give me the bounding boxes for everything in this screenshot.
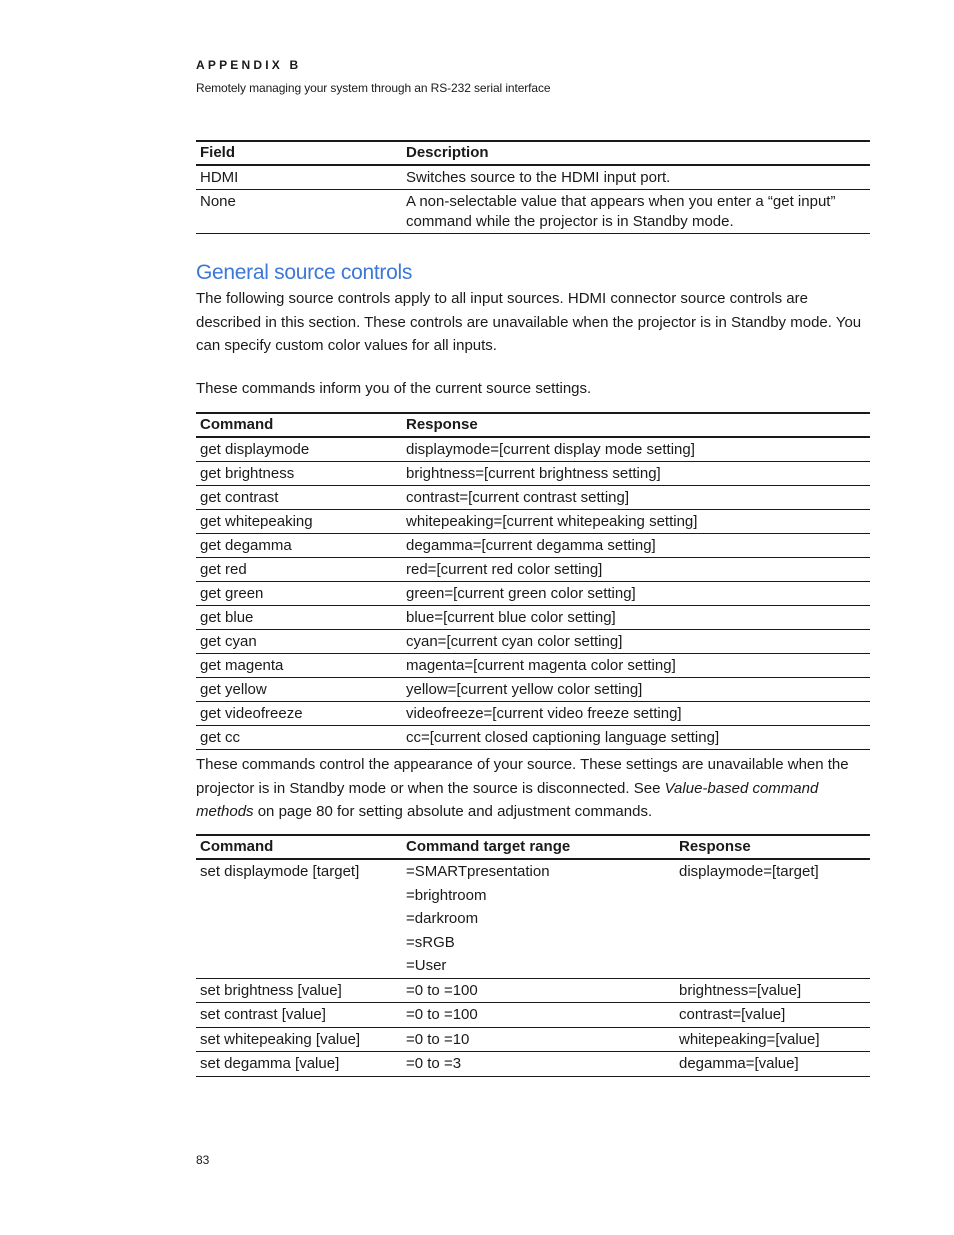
table-cell: get cyan bbox=[196, 630, 402, 654]
table-cell: get blue bbox=[196, 606, 402, 630]
range-cell bbox=[402, 859, 675, 978]
table-row bbox=[196, 486, 870, 510]
command-cell: set contrast [value] bbox=[196, 1003, 402, 1028]
column-header-description: Description bbox=[402, 141, 870, 165]
table-cell: get cc bbox=[196, 726, 402, 750]
column-header-command: Command bbox=[196, 413, 402, 437]
table-cell: get yellow bbox=[196, 678, 402, 702]
table-row bbox=[196, 190, 870, 234]
control-paragraph bbox=[196, 753, 876, 824]
table-cell: get magenta bbox=[196, 654, 402, 678]
field-description-table bbox=[196, 140, 870, 234]
command-cell: set brightness [value] bbox=[196, 978, 402, 1003]
table-cell: blue=[current blue color setting] bbox=[402, 606, 870, 630]
table-cell: None bbox=[196, 190, 402, 234]
response-cell: whitepeaking=[value] bbox=[675, 1027, 870, 1052]
range-value: =sRGB bbox=[406, 933, 455, 951]
table-row bbox=[196, 462, 870, 486]
table-row bbox=[196, 534, 870, 558]
range-cell bbox=[402, 1027, 675, 1052]
inform-paragraph: These commands inform you of the current source settings. bbox=[196, 380, 592, 397]
cross-reference-link: Value-based command methods bbox=[196, 779, 819, 820]
response-cell: brightness=[value] bbox=[675, 978, 870, 1003]
table-row bbox=[196, 630, 870, 654]
table-row bbox=[196, 978, 870, 1003]
table-row bbox=[196, 702, 870, 726]
page-number: 83 bbox=[196, 1153, 210, 1167]
table-cell: get displaymode bbox=[196, 437, 402, 462]
range-cell bbox=[402, 1052, 675, 1077]
table-cell: get green bbox=[196, 582, 402, 606]
range-value: =0 to =3 bbox=[406, 1055, 462, 1072]
get-commands-table bbox=[196, 412, 870, 750]
table-row bbox=[196, 1003, 870, 1028]
table-cell: get contrast bbox=[196, 486, 402, 510]
table-cell: videofreeze=[current video freeze setting] bbox=[402, 702, 870, 726]
table-cell: magenta=[current magenta color setting] bbox=[402, 654, 870, 678]
range-value: =User bbox=[406, 957, 447, 974]
table-cell: get red bbox=[196, 558, 402, 582]
table-cell: whitepeaking=[current whitepeaking setting] bbox=[402, 510, 870, 534]
column-header-range: Command target range bbox=[402, 835, 675, 859]
range-value: =SMARTpresentation bbox=[406, 863, 550, 880]
section-intro: The following source controls apply to all input sources. HDMI connector source controls are described in this section. These controls are unavailable when the projector is in Standby mode. You can specify custom color values for all inputs. bbox=[196, 290, 862, 354]
set-commands-table bbox=[196, 834, 870, 1077]
table-cell: get whitepeaking bbox=[196, 510, 402, 534]
range-value: =brightroom bbox=[406, 886, 487, 904]
table-header-row bbox=[196, 835, 870, 859]
control-text-after: on page 80 for setting absolute and adjustment commands. bbox=[253, 803, 653, 820]
response-cell: contrast=[value] bbox=[675, 1003, 870, 1028]
table-row bbox=[196, 606, 870, 630]
table-cell: HDMI bbox=[196, 165, 402, 190]
table-cell: degamma=[current degamma setting] bbox=[402, 534, 870, 558]
table-row bbox=[196, 1052, 870, 1077]
table-cell: Switches source to the HDMI input port. bbox=[402, 165, 870, 190]
response-cell: displaymode=[target] bbox=[675, 859, 870, 978]
table-row bbox=[196, 726, 870, 750]
column-header-response: Response bbox=[402, 413, 870, 437]
table-row bbox=[196, 558, 870, 582]
table-cell: A non-selectable value that appears when you enter a “get input” command while the projector is in Standby mode. bbox=[402, 190, 870, 234]
appendix-label: APPENDIX B bbox=[196, 58, 302, 72]
table-row bbox=[196, 654, 870, 678]
table-row bbox=[196, 165, 870, 190]
table-cell: contrast=[current contrast setting] bbox=[402, 486, 870, 510]
section-title: General source controls bbox=[196, 261, 413, 284]
chapter-subtitle: Remotely managing your system through an RS-232 serial interface bbox=[196, 81, 551, 95]
range-value: =darkroom bbox=[406, 910, 479, 927]
response-cell: degamma=[value] bbox=[675, 1052, 870, 1077]
table-cell: get brightness bbox=[196, 462, 402, 486]
range-value: =0 to =100 bbox=[406, 1006, 478, 1023]
table-row bbox=[196, 437, 870, 462]
column-header-command: Command bbox=[196, 835, 402, 859]
table-cell: displaymode=[current display mode setting] bbox=[402, 437, 870, 462]
range-cell bbox=[402, 978, 675, 1003]
column-header-field: Field bbox=[196, 141, 402, 165]
command-cell: set whitepeaking [value] bbox=[196, 1027, 402, 1052]
range-value: =0 to =100 bbox=[406, 981, 478, 999]
table-cell: yellow=[current yellow color setting] bbox=[402, 678, 870, 702]
range-cell bbox=[402, 1003, 675, 1028]
table-cell: brightness=[current brightness setting] bbox=[402, 462, 870, 486]
table-row bbox=[196, 678, 870, 702]
table-row bbox=[196, 510, 870, 534]
table-cell: get videofreeze bbox=[196, 702, 402, 726]
table-cell: cyan=[current cyan color setting] bbox=[402, 630, 870, 654]
table-header-row bbox=[196, 413, 870, 437]
table-row bbox=[196, 582, 870, 606]
command-cell: set degamma [value] bbox=[196, 1052, 402, 1077]
column-header-response: Response bbox=[675, 835, 870, 859]
control-text-before: These commands control the appearance of your source. These settings are unavailable when the projector is in Standby mode or when the source is disconnected. See bbox=[196, 756, 849, 797]
table-cell: green=[current green color setting] bbox=[402, 582, 870, 606]
table-header-row bbox=[196, 141, 870, 165]
table-row bbox=[196, 859, 870, 978]
table-cell: cc=[current closed captioning language setting] bbox=[402, 726, 870, 750]
table-cell: red=[current red color setting] bbox=[402, 558, 870, 582]
table-row bbox=[196, 1027, 870, 1052]
command-cell: set displaymode [target] bbox=[196, 859, 402, 978]
table-cell: get degamma bbox=[196, 534, 402, 558]
range-value: =0 to =10 bbox=[406, 1030, 470, 1048]
